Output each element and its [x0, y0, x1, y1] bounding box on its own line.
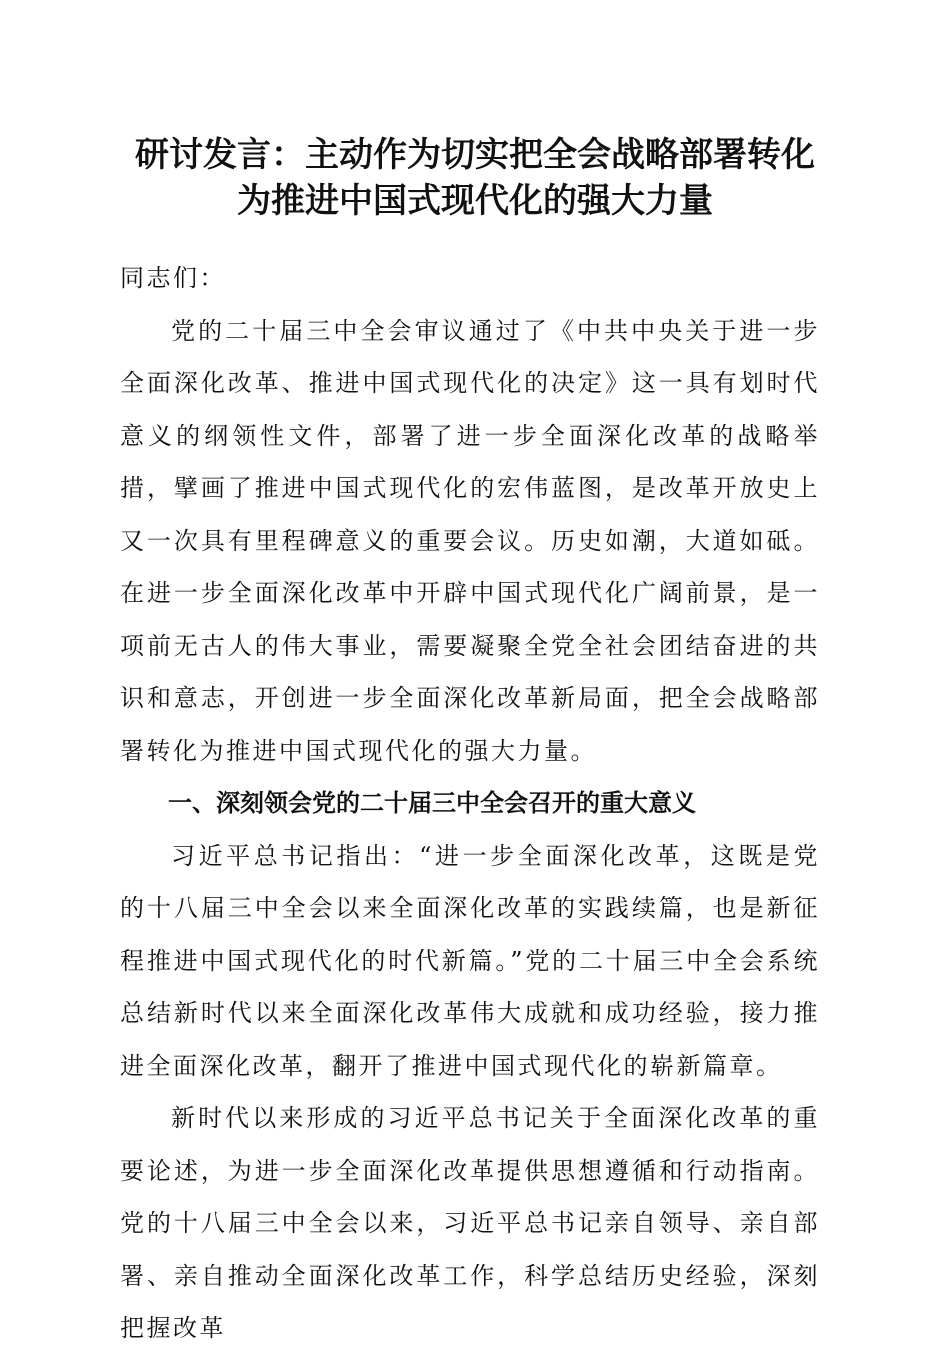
paragraph-intro: 党的二十届三中全会审议通过了《中共中央关于进一步全面深化改革、推进中国式现代化的决定》这一具有划时代意义的纲领性文件，部署了进一步全面深化改革的战略举措，擘画了推进中国式现代化的宏伟蓝图，是改革开放史上又一次具有里程碑意义的重要会议。历史如潮，大道如砥。在进一步全面深化改革中开辟中国式现代化广阔前景，是一项前无古人的伟大事业，需要凝聚全党全社会团结奋进的共识和意志，开创进一步全面深化改革新局面，把全会战略部署转化为推进中国式现代化的强大力量。 [120, 316, 820, 765]
document-body [120, 252, 820, 1355]
salutation: 同志们： [120, 264, 226, 292]
document-title [110, 132, 840, 224]
paragraph-section1-b: 新时代以来形成的习近平总书记关于全面深化改革的重要论述，为进一步全面深化改革提供思想遵循和行动指南。党的十八届三中全会以来，习近平总书记亲自领导、亲自部署、亲自推动全面深化改革工作，科学总结历史经验，深刻把握改革 [120, 1104, 820, 1342]
paragraph-section1-a: 习近平总书记指出：“进一步全面深化改革，这既是党的十八届三中全会以来全面深化改革的实践续篇，也是新征程推进中国式现代化的时代新篇。”党的二十届三中全会系统总结新时代以来全面深化改革伟大成就和成功经验，接力推进全面深化改革，翻开了推进中国式现代化的崭新篇章。 [120, 841, 820, 1080]
title-line-1: 研讨发言：主动作为切实把全会战略部署转化 [135, 135, 815, 175]
section-heading-1: 一、深刻领会党的二十届三中全会召开的重大意义 [168, 789, 696, 817]
title-line-2: 为推进中国式现代化的强大力量 [237, 181, 713, 221]
